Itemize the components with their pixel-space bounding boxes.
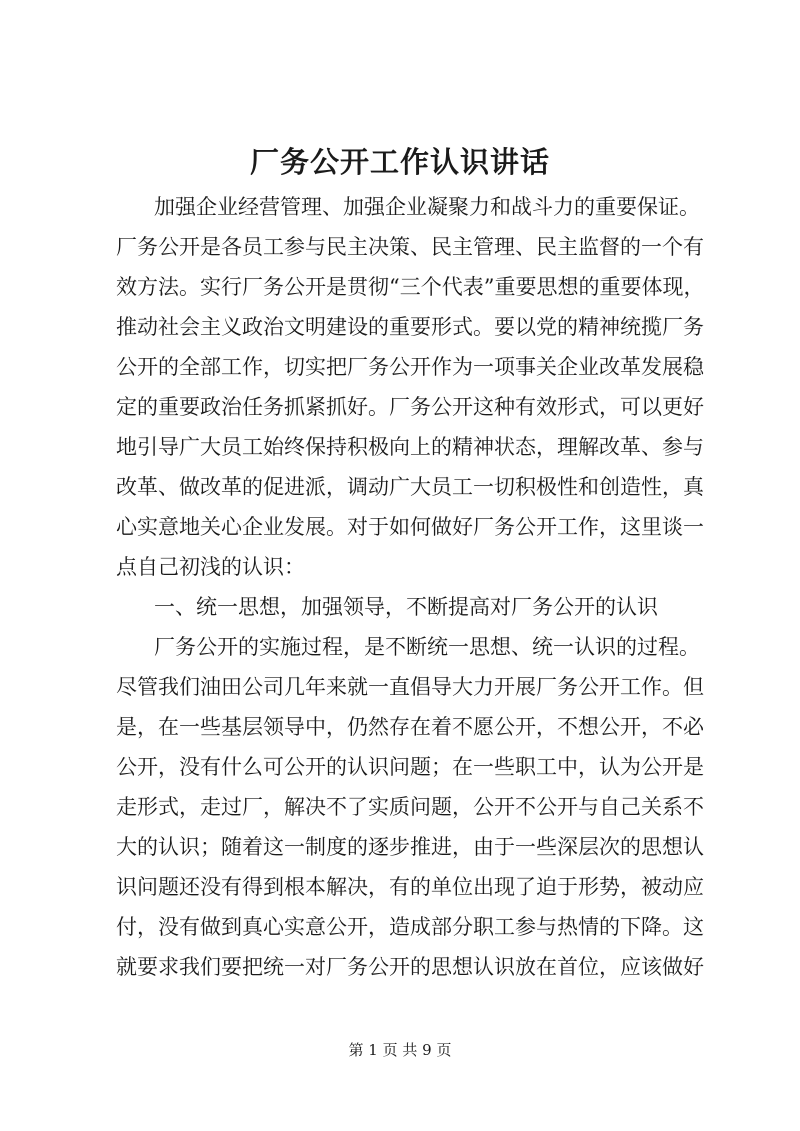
body-line: 厂务公开是各员工参与民主决策、民主管理、民主监督的一个有 [116, 235, 704, 259]
body-line: 一、统一思想，加强领导，不断提高对厂务公开的认识 [154, 595, 658, 619]
body-line: 是，在一些基层领导中，仍然存在着不愿公开，不想公开，不必 [116, 715, 704, 739]
body-line: 公开，没有什么可公开的认识问题；在一些职工中，认为公开是 [116, 755, 704, 779]
body-line: 点自己初浅的认识： [116, 555, 305, 579]
body-line: 地引导广大员工始终保持积极向上的精神状态，理解改革、参与 [116, 435, 704, 459]
document-title: 厂务公开工作认识讲话 [249, 145, 550, 179]
document-body [116, 187, 716, 987]
body-line: 定的重要政治任务抓紧抓好。厂务公开这种有效形式，可以更好 [116, 395, 704, 419]
body-line: 厂务公开的实施过程，是不断统一思想、统一认识的过程。 [154, 635, 700, 659]
body-line: 心实意地关心企业发展。对于如何做好厂务公开工作，这里谈一 [116, 515, 704, 539]
body-line: 识问题还没有得到根本解决，有的单位出现了迫于形势，被动应 [116, 875, 704, 899]
body-line: 付，没有做到真心实意公开，造成部分职工参与热情的下降。这 [116, 915, 704, 939]
body-line: 效方法。实行厂务公开是贯彻“三个代表”重要思想的重要体现， [116, 275, 705, 299]
page-number-footer: 第 1 页 共 9 页 [348, 1041, 452, 1059]
body-line: 尽管我们油田公司几年来就一直倡导大力开展厂务公开工作。但 [116, 675, 704, 699]
body-line: 走形式，走过厂，解决不了实质问题，公开不公开与自己关系不 [116, 795, 704, 819]
body-line: 加强企业经营管理、加强企业凝聚力和战斗力的重要保证。 [154, 195, 700, 219]
body-line: 公开的全部工作，切实把厂务公开作为一项事关企业改革发展稳 [116, 355, 704, 379]
body-line: 改革、做改革的促进派，调动广大员工一切积极性和创造性，真 [116, 475, 704, 499]
body-line: 大的认识；随着这一制度的逐步推进，由于一些深层次的思想认 [116, 835, 704, 859]
body-line: 推动社会主义政治文明建设的重要形式。要以党的精神统揽厂务 [116, 315, 704, 339]
body-line: 就要求我们要把统一对厂务公开的思想认识放在首位，应该做好 [116, 955, 704, 979]
